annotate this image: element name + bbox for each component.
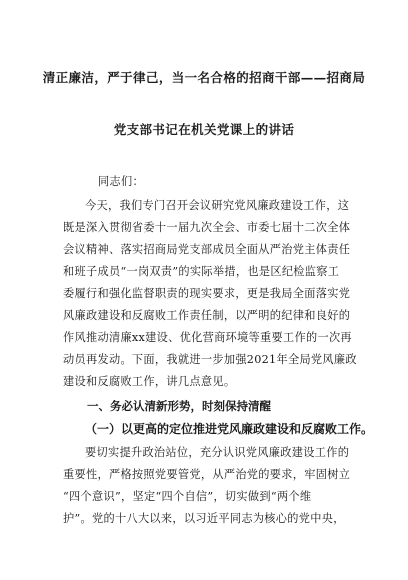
paragraph-2-line: 护”。党的十八大以来，以习近平同志为核心的党中央， <box>63 512 345 525</box>
paragraph-1-line: 委履行和强化监督职责的现实要求，更是我局全面落实党 <box>63 287 351 300</box>
paragraph-1-line: 既是深入贯彻省委十一届九次全会、市委七届十二次全体 <box>63 221 351 234</box>
paragraph-2-line: 要切实提升政治站位，充分认识党风廉政建设工作的 <box>85 446 350 459</box>
paragraph-2-line: 重要性，严格按照党要管党，从严治党的要求，牢固树立 <box>63 468 351 481</box>
section-heading-1: 一、务必认清新形势，时刻保持清醒 <box>87 399 271 413</box>
paragraph-2-line: “四个意识”，坚定“四个自信”，切实做到“两个维 <box>63 490 312 503</box>
title-line-1: 清正廉洁，严于律己，当一名合格的招商干部——招商局 <box>42 70 366 85</box>
paragraph-1-line: 今天，我们专门召开会议研究党风廉政建设工作，这 <box>85 199 350 212</box>
paragraph-1-line: 会议精神、落实招商局党支部成员全面从严治党主体责任 <box>63 243 351 256</box>
subsection-heading-1: （一）以更高的定位推进党风廉政建设和反腐败工作。 <box>85 422 374 436</box>
paragraph-1-line: 动员再发动。下面，我就进一步加强2021年全局党风廉政 <box>63 353 357 366</box>
salutation: 同志们： <box>98 175 144 188</box>
paragraph-1-line: 风廉政建设和反腐败工作责任制，以严明的纪律和良好的 <box>63 309 351 322</box>
paragraph-1-line: 和班子成员“一岗双责”的实际举措，也是区纪检监察工 <box>63 265 340 278</box>
title-line-2: 党支部书记在机关党课上的讲话 <box>113 122 295 137</box>
paragraph-1-line: 建设和反腐败工作，讲几点意见。 <box>63 375 236 388</box>
paragraph-1-line: 作风推动清廉xx建设、优化营商环境等重要工作的一次再 <box>63 331 352 344</box>
